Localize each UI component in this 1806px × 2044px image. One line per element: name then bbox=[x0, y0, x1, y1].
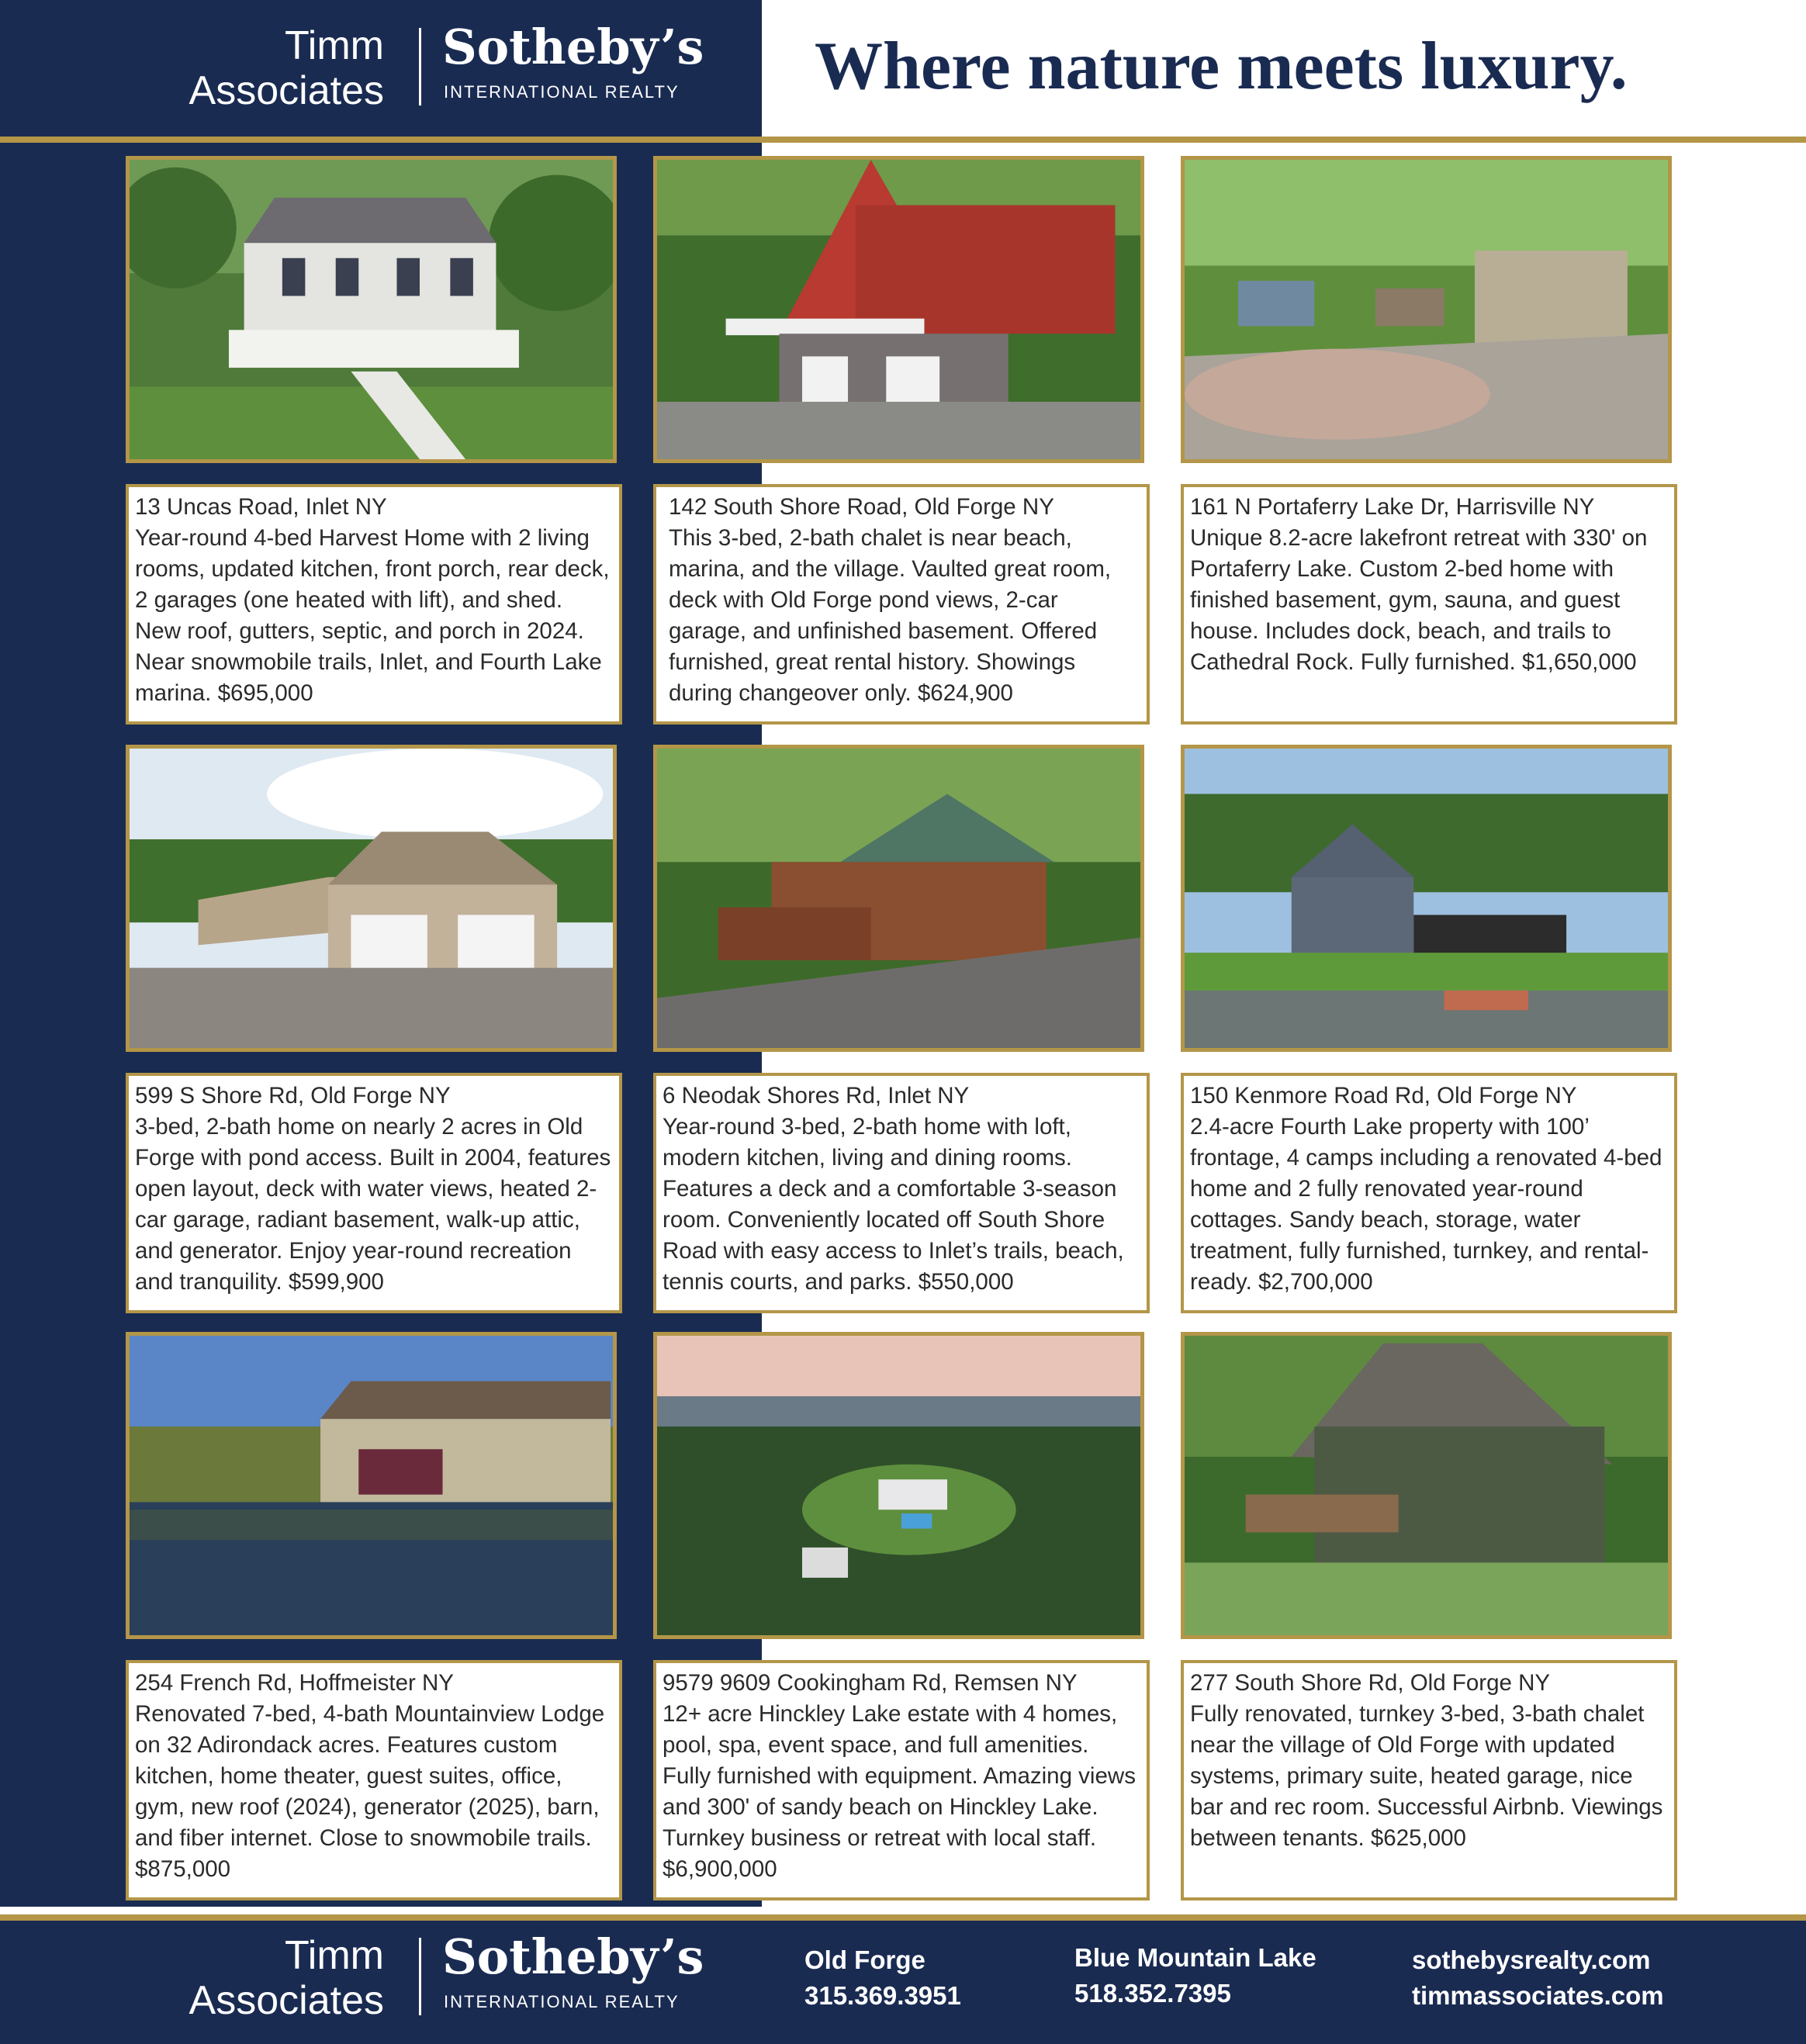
house-photo-colonial bbox=[130, 160, 613, 459]
house-photo-green-chalet bbox=[1185, 1336, 1668, 1635]
house-photo-lake-camps bbox=[1185, 749, 1668, 1048]
listing-card-4[interactable] bbox=[126, 1073, 622, 1313]
house-photo-log-home bbox=[657, 749, 1140, 1048]
logo-divider bbox=[419, 1938, 421, 2015]
brand-logo-footer[interactable] bbox=[186, 1928, 704, 2026]
listing-address: 142 South Shore Road, Old Forge NY bbox=[669, 494, 1054, 520]
listing-description: Year-round 4-bed Harvest Home with 2 living rooms, updated kitchen, front porch, rear deck, 2 garages (one heated with lift), and shed. New roof, gutters, septic, and porch in 2024. Near snowmobile trails, Inlet, and Fourth Lake marina. $695,000 bbox=[135, 525, 610, 706]
listing-description: 2.4-acre Fourth Lake property with 100’ frontage, 4 camps including a renovated 4-bed home and 2 fully renovated year-round cottages. Sandy beach, storage, water treatment, fully furnished, turnkey, and rental-ready. $2,700,000 bbox=[1190, 1114, 1662, 1295]
footer-white-gap bbox=[0, 1907, 1806, 1914]
listing-description: 12+ acre Hinckley Lake estate with 4 homes, pool, spa, event space, and full amenities. Fully furnished with equipment. Amazing views and 300' of sandy beach on Hinckley Lake. Turnkey business or retreat with local staff. $6,900,000 bbox=[663, 1701, 1136, 1882]
office-name: Old Forge bbox=[804, 1945, 925, 1974]
listing-address: 6 Neodak Shores Rd, Inlet NY bbox=[663, 1083, 970, 1108]
brand-name bbox=[189, 23, 384, 113]
brand-line-associates: Associates bbox=[189, 68, 384, 113]
listing-photo-8[interactable] bbox=[653, 1332, 1144, 1639]
contact-websites[interactable] bbox=[1412, 1942, 1664, 2014]
website-link-sothebys[interactable]: sothebysrealty.com bbox=[1412, 1945, 1651, 1974]
sothebys-wordmark: Sotheby’s bbox=[442, 19, 704, 75]
brand-line-timm: Timm bbox=[284, 23, 384, 68]
listing-card-2[interactable] bbox=[653, 484, 1150, 725]
house-photo-ranch bbox=[130, 749, 613, 1048]
listing-photo-9[interactable] bbox=[1181, 1332, 1672, 1639]
listing-photo-7[interactable] bbox=[126, 1332, 617, 1639]
office-phone[interactable]: 315.369.3951 bbox=[804, 1981, 961, 2010]
listing-description: Unique 8.2-acre lakefront retreat with 330' on Portaferry Lake. Custom 2-bed home with finished basement, gym, sauna, and guest house. Includes dock, beach, and trails to Cathedral Rock. Fully furnished. $1,650,000 bbox=[1190, 525, 1648, 675]
contact-blue-mountain-lake[interactable] bbox=[1074, 1940, 1316, 2011]
listing-description: 3-bed, 2-bath home on nearly 2 acres in Old Forge with pond access. Built in 2004, features open layout, deck with water views, heated 2-car garage, radiant basement, walk-up attic, and generator. Enjoy year-round recreation and tranquility. $599,900 bbox=[135, 1114, 611, 1295]
sothebys-wordmark: Sotheby’s bbox=[442, 1928, 704, 1985]
listing-photo-5[interactable] bbox=[653, 745, 1144, 1052]
listing-address: 254 French Rd, Hoffmeister NY bbox=[135, 1670, 454, 1696]
listing-address: 13 Uncas Road, Inlet NY bbox=[135, 494, 387, 520]
listing-card-7[interactable] bbox=[126, 1660, 622, 1900]
listing-card-3[interactable] bbox=[1181, 484, 1677, 725]
intl-realty-label: INTERNATIONAL REALTY bbox=[444, 82, 680, 102]
listing-card-5[interactable] bbox=[653, 1073, 1150, 1313]
intl-realty-label: INTERNATIONAL REALTY bbox=[444, 1992, 680, 2011]
house-photo-lakefront-retreat bbox=[1185, 160, 1668, 459]
listing-address: 9579 9609 Cookingham Rd, Remsen NY bbox=[663, 1670, 1078, 1696]
header-gold-rule bbox=[0, 137, 1806, 143]
estate-photo-aerial bbox=[657, 1336, 1140, 1635]
listing-card-8[interactable] bbox=[653, 1660, 1150, 1900]
listing-address: 599 S Shore Rd, Old Forge NY bbox=[135, 1083, 451, 1108]
listing-card-9[interactable] bbox=[1181, 1660, 1677, 1900]
listing-photo-2[interactable] bbox=[653, 156, 1144, 463]
listing-photo-3[interactable] bbox=[1181, 156, 1672, 463]
listing-description: Year-round 3-bed, 2-bath home with loft, modern kitchen, living and dining rooms. Features a deck and a comfortable 3-season room. Conveniently located off South Shore Road with easy access to Inlet’s trails, beach, tennis courts, and parks. $550,000 bbox=[663, 1114, 1124, 1295]
footer-gold-rule bbox=[0, 1914, 1806, 1921]
listing-description: This 3-bed, 2-bath chalet is near beach, marina, and the village. Vaulted great room, deck with Old Forge pond views, 2-car garage, and unfinished basement. Offered furnished, great rental history. Showings during changeover only. $624,900 bbox=[669, 525, 1112, 706]
listing-photo-4[interactable] bbox=[126, 745, 617, 1052]
listing-card-6[interactable] bbox=[1181, 1073, 1677, 1313]
listing-address: 150 Kenmore Road Rd, Old Forge NY bbox=[1190, 1083, 1577, 1108]
brand-name bbox=[189, 1933, 384, 2023]
house-photo-mountainview-lodge bbox=[130, 1336, 613, 1635]
office-name: Blue Mountain Lake bbox=[1074, 1943, 1316, 1972]
brand-line-associates: Associates bbox=[189, 1978, 384, 2023]
contact-old-forge[interactable] bbox=[804, 1942, 961, 2014]
listing-photo-6[interactable] bbox=[1181, 745, 1672, 1052]
logo-divider bbox=[419, 28, 421, 105]
listing-photo-1[interactable] bbox=[126, 156, 617, 463]
brand-line-timm: Timm bbox=[284, 1933, 384, 1978]
listing-description: Renovated 7-bed, 4-bath Mountainview Lodge on 32 Adirondack acres. Features custom kitchen, home theater, guest suites, office, gym, new roof (2024), generator (2025), barn, and fiber internet. Close to snowmobile trails. $875,000 bbox=[135, 1701, 605, 1882]
listing-description: Fully renovated, turnkey 3-bed, 3-bath chalet near the village of Old Forge with updated systems, primary suite, heated garage, nice bar and rec room. Successful Airbnb. Viewings between tenants. $625,000 bbox=[1190, 1701, 1663, 1851]
listing-card-1[interactable] bbox=[126, 484, 622, 725]
office-phone[interactable]: 518.352.7395 bbox=[1074, 1979, 1231, 2008]
headline: Where nature meets luxury. bbox=[815, 29, 1628, 104]
house-photo-red-chalet bbox=[657, 160, 1140, 459]
listing-address: 161 N Portaferry Lake Dr, Harrisville NY bbox=[1190, 494, 1595, 520]
listing-address: 277 South Shore Rd, Old Forge NY bbox=[1190, 1670, 1551, 1696]
website-link-timm[interactable]: timmassociates.com bbox=[1412, 1981, 1664, 2010]
brand-logo-header[interactable] bbox=[186, 19, 704, 116]
